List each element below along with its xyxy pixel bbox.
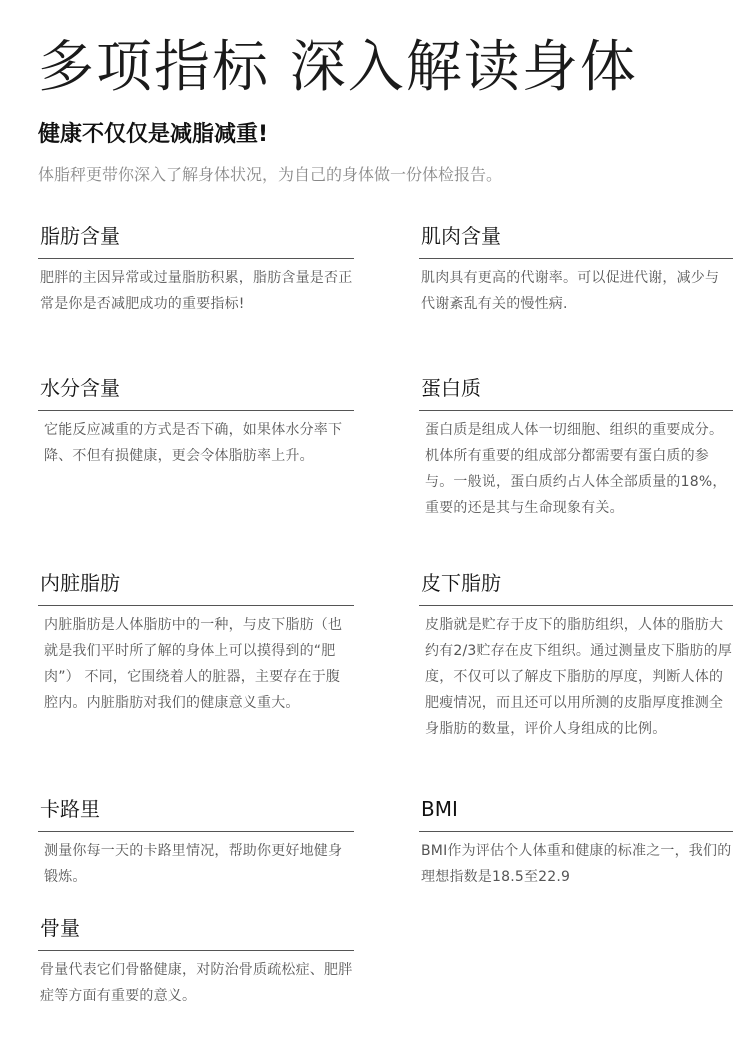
metric-description: 内脏脂肪是人体脂肪中的一种，与皮下脂肪（也就是我们平时所了解的身体上可以摸得到的“肥肉”） 不同，它围绕着人的脏器，主要存在于腹腔内。内脏脂肪对我们的健康意义重大。 — [44, 617, 343, 711]
metric-description: 蛋白质是组成人体一切细胞、组织的重要成分。机体所有重要的组成部分都需要有蛋白质的参与。一般说，蛋白质约占人体全部质量的18%， 重要的还是其与生命现象有关。 — [425, 422, 727, 516]
divider — [38, 410, 354, 411]
metric-fat-content — [38, 222, 354, 317]
intro-text: 体脂秤更带你深入了解身体状况，为自己的身体做一份体检报告。 — [38, 165, 503, 184]
divider — [419, 258, 733, 259]
metric-title: 皮下脂肪 — [421, 571, 501, 595]
metric-protein — [419, 374, 733, 521]
subtitle: 健康不仅仅是减脂减重! — [38, 122, 269, 147]
metric-title: 肌肉含量 — [421, 224, 501, 248]
metric-bone-mass — [38, 914, 354, 1009]
metric-description: 皮脂就是贮存于皮下的脂肪组织，人体的脂肪大约有2/3贮存在皮下组织。通过测量皮下脂肪的厚度，不仅可以了解皮下脂肪的厚度，判断人体的肥瘦情况，而且还可以用所测的皮脂厚度推测全身脂肪的数量，评价人身组成的比例。 — [425, 617, 733, 737]
metric-title: 脂肪含量 — [40, 224, 120, 248]
metric-description: 测量你每一天的卡路里情况，帮助你更好地健身锻炼。 — [44, 843, 343, 885]
metric-title: 水分含量 — [40, 376, 120, 400]
divider — [419, 831, 733, 832]
divider — [38, 258, 354, 259]
metric-calories — [38, 795, 354, 890]
metric-title: BMI — [421, 797, 458, 821]
metric-visceral-fat — [38, 569, 354, 716]
metric-description: BMI作为评估个人体重和健康的标准之一，我们的理想指数是18.5至22.9 — [421, 843, 732, 885]
metric-description: 肥胖的主因异常或过量脂肪积累，脂肪含量是否正常是你是否减肥成功的重要指标! — [40, 270, 353, 312]
metric-subcutaneous-fat — [419, 569, 733, 742]
divider — [38, 950, 354, 951]
metric-title: 蛋白质 — [421, 376, 481, 400]
page-title: 多项指标 深入解读身体 — [38, 35, 638, 100]
metric-title: 内脏脂肪 — [40, 571, 120, 595]
divider — [419, 410, 733, 411]
metric-description: 骨量代表它们骨骼健康，对防治骨质疏松症、肥胖症等方面有重要的意义。 — [40, 962, 353, 1004]
metric-title: 骨量 — [40, 916, 80, 940]
metric-bmi — [419, 795, 733, 890]
metric-water-content — [38, 374, 354, 469]
metric-description: 它能反应减重的方式是否下确，如果体水分率下降、不但有损健康，更会令体脂肪率上升。 — [44, 422, 343, 464]
metric-muscle-content — [419, 222, 733, 317]
divider — [419, 605, 733, 606]
metric-title: 卡路里 — [40, 797, 100, 821]
divider — [38, 831, 354, 832]
divider — [38, 605, 354, 606]
metric-description: 肌肉具有更高的代谢率。可以促进代谢，减少与代谢紊乱有关的慢性病. — [421, 270, 720, 312]
